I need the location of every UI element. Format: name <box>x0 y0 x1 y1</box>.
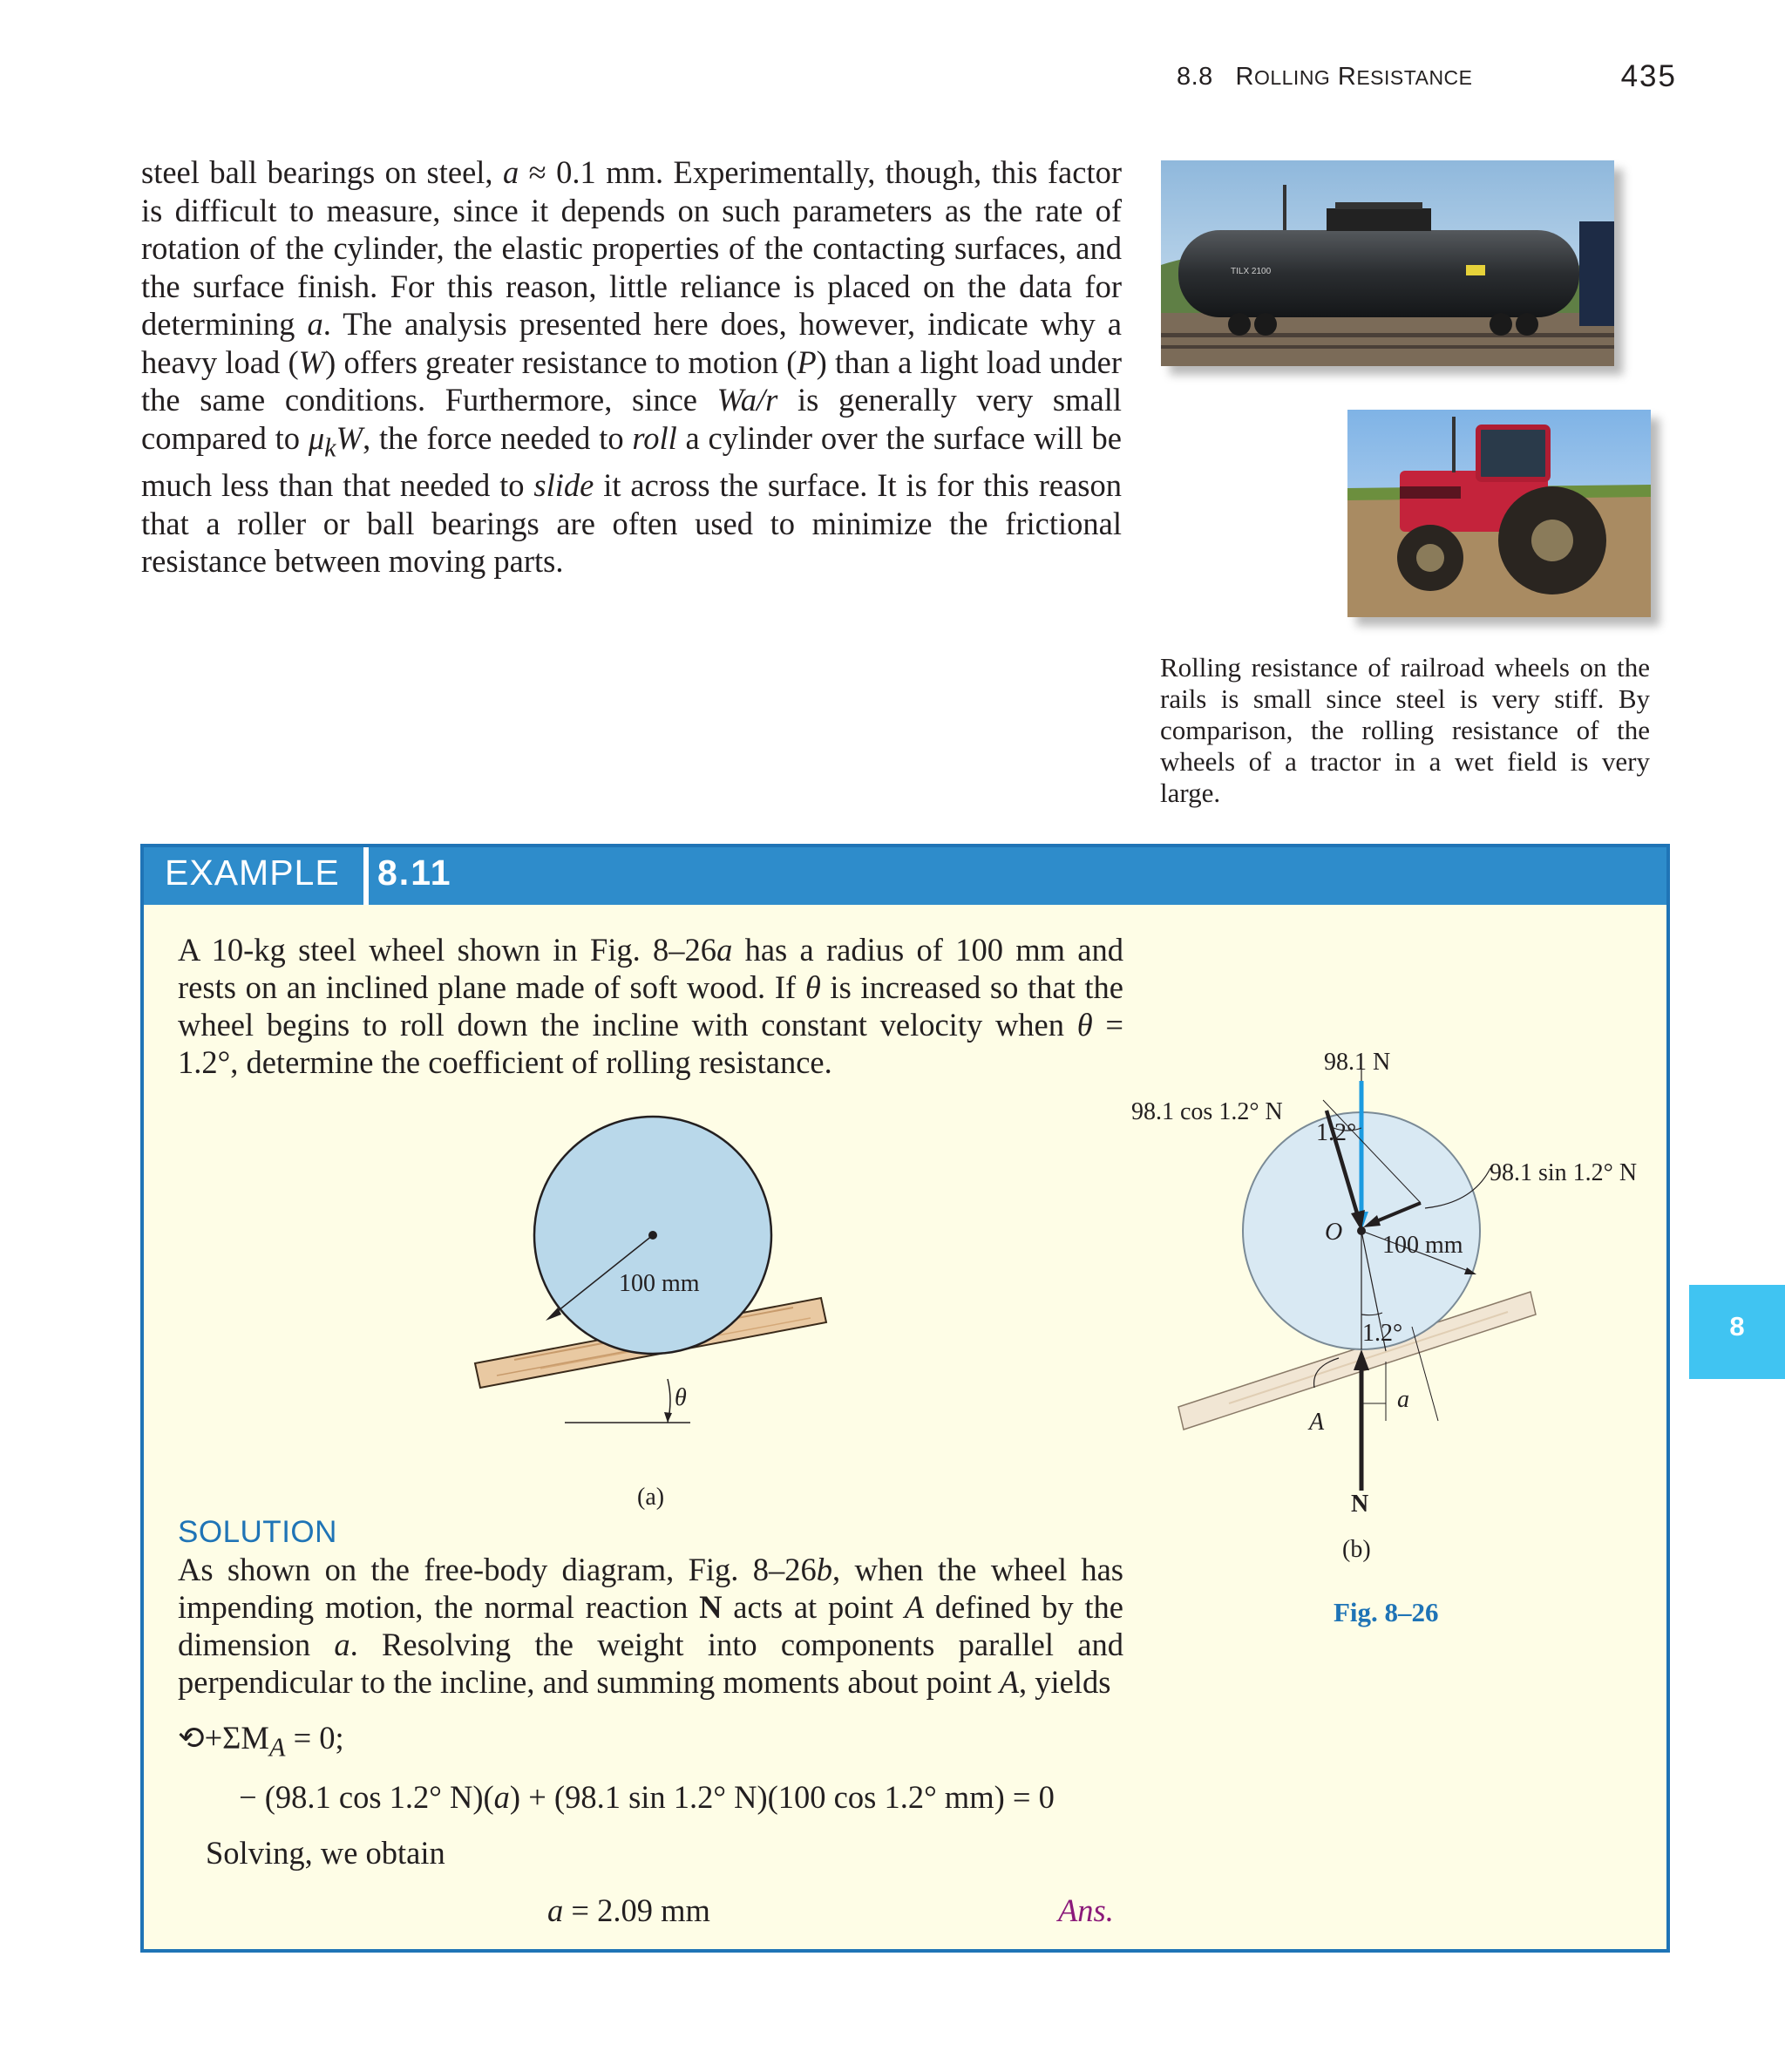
example-separator <box>363 847 369 905</box>
angle-top-label: 1.2° <box>1316 1119 1357 1146</box>
body-var: W <box>298 343 326 380</box>
problem-var: θ <box>804 969 821 1005</box>
normal-component-label: 98.1 cos 1.2° N <box>1131 1098 1283 1125</box>
photo-caption: Rolling resistance of railroad wheels on the rails is small since steel is very stiff. By comparison, the rolling resistance of the wheels of a tractor in a wet field is very large. <box>1160 652 1650 808</box>
sol-var: b <box>816 1552 833 1587</box>
body-var: Wa/r <box>716 382 778 418</box>
body-var: μ <box>308 419 325 456</box>
radius-label-b: 100 mm <box>1382 1232 1463 1259</box>
result-value: = 2.09 mm <box>563 1892 710 1928</box>
body-text: is generally very small compared to <box>141 382 1122 456</box>
body-var: slide <box>533 467 594 504</box>
tractor-photo-image <box>1347 410 1651 617</box>
sol-text: defined by the dimension <box>178 1589 1123 1662</box>
sol-bold: N <box>699 1589 723 1625</box>
body-text: . The analysis presented here does, however, indicate why a heavy load ( <box>141 306 1122 380</box>
example-header-bar <box>144 847 1666 905</box>
problem-text: has a radius of 100 mm and rests on an inclined plane made of soft wood. If <box>178 932 1123 1005</box>
sol-text: . Resolving the weight into components parallel and perpendicular to the incline, and summing moments about point <box>178 1627 1124 1700</box>
sol-text: , when the wheel has impending motion, the normal reaction <box>178 1552 1123 1625</box>
solution-text <box>178 1551 1123 1701</box>
body-text: ≈ 0.1 mm. Experimentally, though, this factor is difficult to measure, since it depends on such parameters as the rate of rotation of the cylinder, the elastic properties of the contacting surfaces, and the surface finish. For this reason, little reliance is placed on the data for determining <box>141 154 1122 342</box>
center-point-b <box>1357 1226 1366 1235</box>
moment-equation-header <box>178 1719 344 1763</box>
radius-label-a: 100 mm <box>619 1270 700 1297</box>
body-text: steel ball bearings on steel, <box>141 154 503 190</box>
sol-var: a <box>334 1627 350 1662</box>
body-text: it across the surface. It is for this reason that a roller or ball bearings are often used to minimize the frictional resistance between moving parts. <box>141 467 1122 580</box>
eq-part: − (98.1 cos 1.2° N)( <box>239 1779 494 1815</box>
answer-marker: Ans. <box>1058 1892 1114 1928</box>
figure-a-caption: (a) <box>637 1484 665 1511</box>
solving-text: Solving, we obtain <box>206 1835 445 1871</box>
sol-var: A <box>999 1664 1020 1700</box>
moment-equation <box>239 1778 1055 1816</box>
sol-text: As shown on the free-body diagram, Fig. 8–26 <box>178 1552 817 1587</box>
train-photo <box>1161 160 1614 366</box>
figure-a <box>462 1098 845 1464</box>
body-text: , the force needed to <box>363 419 633 456</box>
body-text: a cylinder over the surface will be much less than that needed to <box>141 419 1122 504</box>
body-sub: k <box>324 431 336 462</box>
sol-text: , yields <box>1019 1664 1111 1700</box>
result-var: a <box>547 1892 564 1928</box>
figure-title: Fig. 8–26 <box>1334 1597 1439 1627</box>
figure-b-caption: (b) <box>1342 1536 1371 1563</box>
body-var: a <box>307 306 323 342</box>
angle-label-a: θ <box>675 1384 687 1411</box>
eq-part: ) + (98.1 sin 1.2° N)(100 cos 1.2° mm) = 0 <box>509 1779 1055 1815</box>
eq-rest: = 0; <box>285 1720 344 1756</box>
body-var: a <box>502 154 519 190</box>
problem-text: A 10-kg steel wheel shown in Fig. 8–26 <box>178 932 717 968</box>
result-equation <box>547 1892 710 1929</box>
section-title-rest-1: OLLING <box>1253 66 1331 89</box>
parallel-component-label: 98.1 sin 1.2° N <box>1490 1159 1638 1186</box>
sol-text: acts at point <box>722 1589 905 1625</box>
example-label: EXAMPLE <box>165 853 340 893</box>
problem-text: = 1.2°, determine the coefficient of rolling resistance. <box>178 1007 1123 1080</box>
angle-bottom-label: 1.2° <box>1362 1320 1403 1347</box>
offset-label: a <box>1397 1386 1409 1413</box>
example-number: 8.11 <box>377 853 452 893</box>
body-paragraph <box>141 153 1122 581</box>
page-number: 435 <box>1620 59 1677 93</box>
section-title-rest-2: ESISTANCE <box>1356 66 1473 89</box>
chapter-tab <box>1689 1285 1785 1379</box>
solution-heading: SOLUTION <box>178 1515 337 1549</box>
center-label: O <box>1325 1219 1343 1246</box>
running-header-section <box>1177 63 1473 92</box>
point-a-label: A <box>1309 1409 1325 1436</box>
section-number: 8.8 <box>1177 63 1213 91</box>
body-var: W <box>336 419 363 456</box>
body-var: roll <box>632 419 677 456</box>
section-title-initial-2: R <box>1337 63 1357 91</box>
weight-label: 98.1 N <box>1324 1049 1391 1076</box>
chapter-tab-number: 8 <box>1729 1311 1745 1342</box>
body-text: ) offers greater resistance to motion ( <box>325 343 797 380</box>
train-photo-image <box>1161 160 1614 366</box>
sol-var: A <box>904 1589 925 1625</box>
problem-statement <box>178 931 1123 1081</box>
eq-symbol: ⟲+ΣM <box>178 1720 269 1756</box>
eq-var: a <box>493 1779 510 1815</box>
problem-text: is increased so that the wheel begins to roll down the incline with constant velocity when <box>178 969 1123 1043</box>
body-text: ) than a light load under the same conditions. Furthermore, since <box>141 343 1122 418</box>
reaction-label: N <box>1351 1491 1369 1518</box>
tractor-photo <box>1347 410 1651 617</box>
eq-sub: A <box>268 1732 286 1763</box>
angle-arrow-a <box>664 1412 672 1423</box>
problem-var: a <box>716 932 733 968</box>
problem-var: θ <box>1076 1007 1093 1043</box>
train-marking: TILX 2100 <box>1231 267 1272 276</box>
section-title-initial-1: R <box>1235 63 1254 91</box>
body-var: P <box>797 343 817 380</box>
